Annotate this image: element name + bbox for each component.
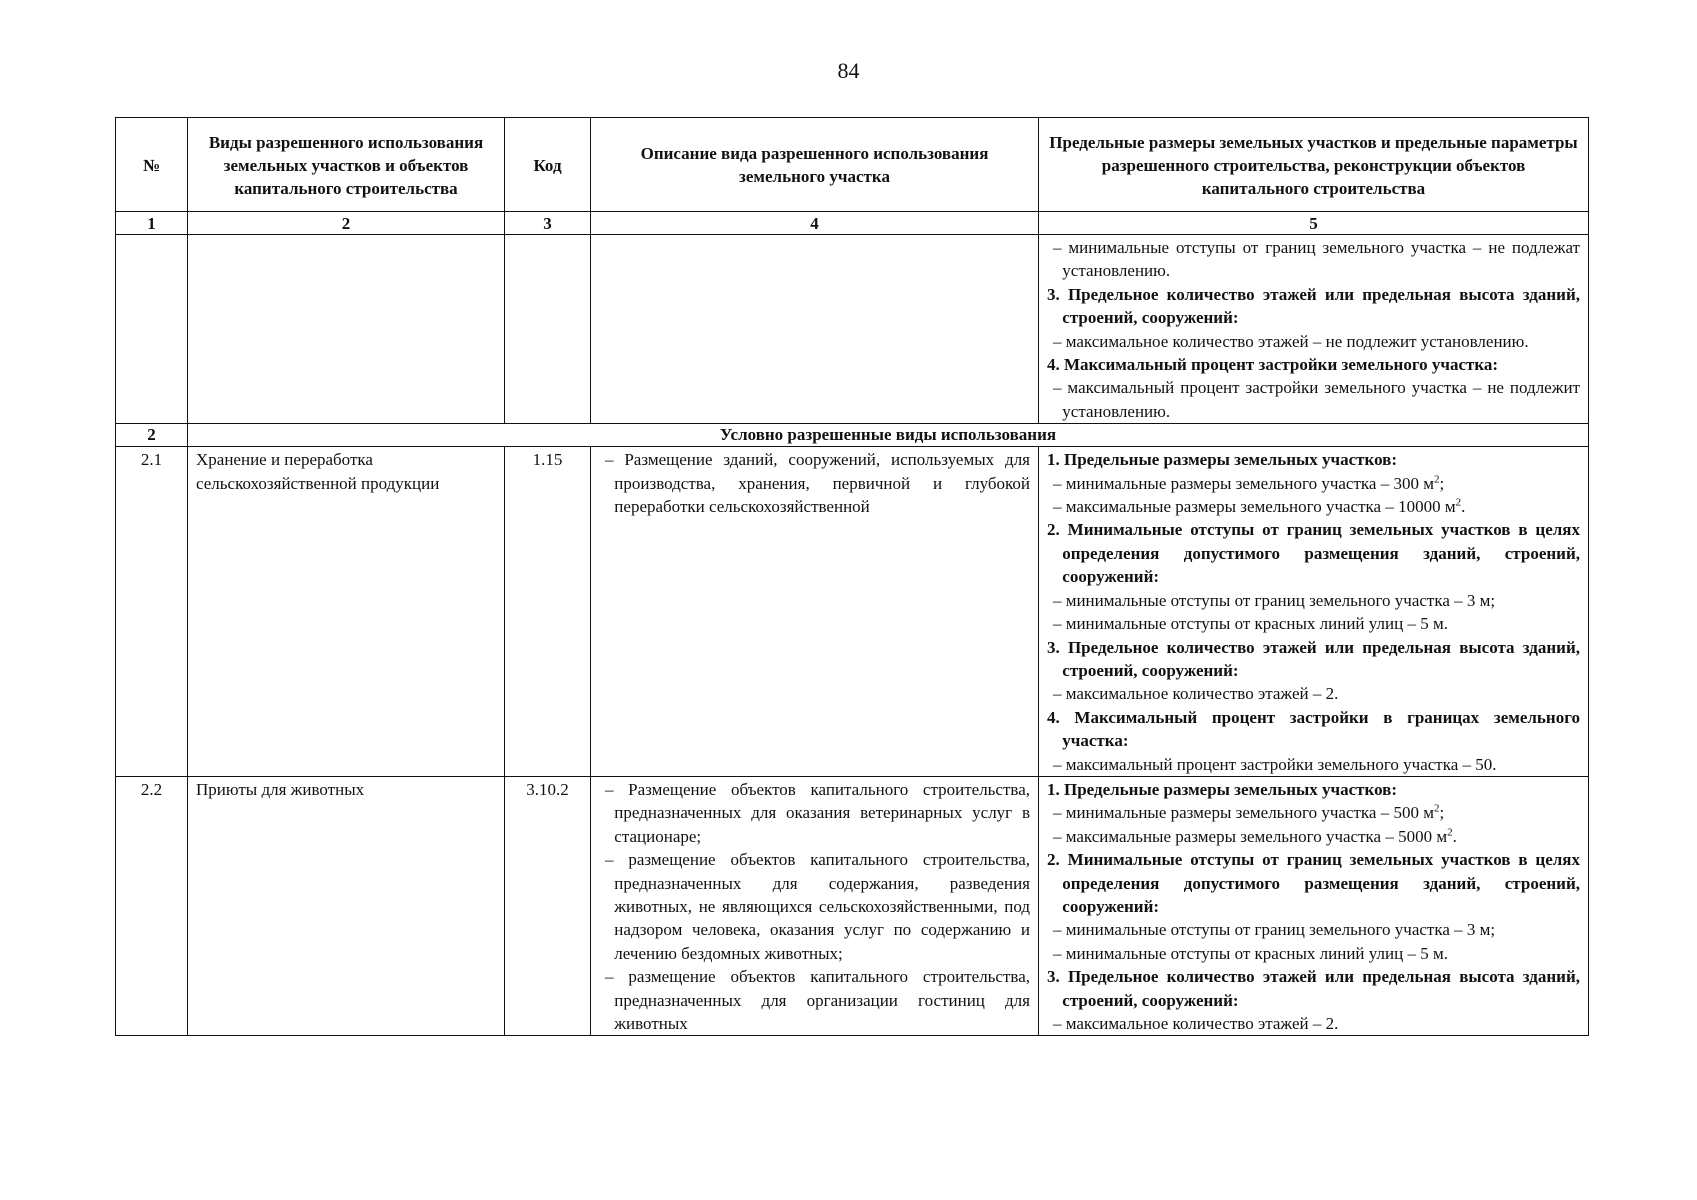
parameter-heading: 4. Максимальный процент застройки в границах земельного участка: xyxy=(1047,707,1580,751)
parameter-heading: 2. Минимальные отступы от границ земельных участков в целях определения допустимого размещения зданий, строений, сооружений: xyxy=(1047,850,1580,916)
column-number: 4 xyxy=(591,212,1039,235)
row-description xyxy=(591,776,1039,1035)
column-number: 1 xyxy=(116,212,188,235)
parameter-item: – максимальное количество этажей – 2. xyxy=(1052,684,1339,704)
header-number: № xyxy=(116,118,188,212)
continuation-params-cell xyxy=(1039,235,1589,424)
column-number: 3 xyxy=(505,212,591,235)
table-row xyxy=(116,776,1589,1035)
parameter-item: – минимальные размеры земельного участка – 300 $м^2$; xyxy=(1052,473,1445,493)
row-use-name: Приюты для животных xyxy=(188,776,505,1035)
description-item: – Размещение объектов капитального строительства, предназначенных для оказания ветеринарных услуг в стационаре; xyxy=(604,779,1030,846)
parameter-item: – минимальные размеры земельного участка – 500 $м^2$; xyxy=(1052,802,1445,823)
parameter-heading: 3. Предельное количество этажей или предельная высота зданий, строений, сооружений: xyxy=(1047,967,1580,1010)
parameter-heading: 3. Предельное количество этажей или предельная высота зданий, строений, сооружений: xyxy=(1047,637,1580,680)
continuation-description-cell xyxy=(591,235,1039,424)
section-row xyxy=(116,424,1589,447)
regulation-table xyxy=(115,117,1589,1036)
row-code: 3.10.2 xyxy=(505,776,591,1035)
table-header-row xyxy=(116,118,1589,212)
parameter-item: – максимальные размеры земельного участка – 5000 $м^2$. xyxy=(1052,826,1457,846)
header-code: Код xyxy=(505,118,591,212)
section-title: Условно разрешенные виды использования xyxy=(188,424,1589,447)
page-number: 84 xyxy=(837,58,860,83)
parameter-item: – максимальный процент застройки земельного участка – не подлежит установлению. xyxy=(1052,378,1580,421)
row-use-name: Хранение и переработка сельскохозяйственной продукции xyxy=(188,447,505,777)
parameter-heading: 1. Предельные размеры земельных участков: xyxy=(1047,779,1398,799)
column-number: 2 xyxy=(188,212,505,235)
continuation-code-cell xyxy=(505,235,591,424)
continuation-name-cell xyxy=(188,235,505,424)
header-parameters: Предельные размеры земельных участков и предельные параметры разрешенного строительства, реконструкции объектов капитального строительства xyxy=(1039,118,1589,212)
parameter-item: – максимальные размеры земельного участка – 10000 $м^2$. xyxy=(1052,496,1466,517)
parameter-item: – максимальный процент застройки земельного участка – 50. xyxy=(1052,754,1497,774)
continuation-row xyxy=(116,235,1589,424)
parameter-heading: 1. Предельные размеры земельных участков: xyxy=(1047,450,1398,470)
row-number: 2.1 xyxy=(116,447,188,777)
description-item: – размещение объектов капитального строительства, предназначенных для организации гостиниц для животных xyxy=(604,967,1030,1033)
parameter-item: – минимальные отступы от границ земельного участка – не подлежат установлению. xyxy=(1052,238,1580,281)
section-number: 2 xyxy=(116,424,188,447)
row-parameters xyxy=(1039,776,1589,1035)
parameter-item: – минимальные отступы от красных линий улиц – 5 м. xyxy=(1052,943,1448,963)
row-description xyxy=(591,447,1039,777)
parameter-heading: 4. Максимальный процент застройки земельного участка: xyxy=(1047,355,1499,375)
row-parameters xyxy=(1039,447,1589,777)
column-numbers-row xyxy=(116,212,1589,235)
parameter-heading: 3. Предельное количество этажей или предельная высота зданий, строений, сооружений: xyxy=(1047,284,1580,328)
table-row xyxy=(116,447,1589,777)
description-item: – Размещение зданий, сооружений, используемых для производства, хранения, первичной и глубокой переработки сельскохозяйственной xyxy=(604,450,1030,517)
row-code: 1.15 xyxy=(505,447,591,777)
parameter-item: – минимальные отступы от границ земельного участка – 3 м; xyxy=(1052,920,1496,940)
parameter-item: – минимальные отступы от красных линий улиц – 5 м. xyxy=(1052,614,1448,634)
parameter-item: – максимальное количество этажей – 2. xyxy=(1052,1014,1339,1033)
parameter-item: – минимальные отступы от границ земельного участка – 3 м; xyxy=(1052,590,1496,610)
row-number: 2.2 xyxy=(116,776,188,1035)
description-item: – размещение объектов капитального строительства, предназначенных для содержания, разведения животных, не являющихся сельскохозяйственными, под надзором человека, оказания услуг по содержанию и лечению бездомных животных; xyxy=(604,850,1030,963)
header-description: Описание вида разрешенного использования земельного участка xyxy=(591,118,1039,212)
header-use-types: Виды разрешенного использования земельных участков и объектов капитального строительства xyxy=(188,118,505,212)
column-number: 5 xyxy=(1039,212,1589,235)
parameter-heading: 2. Минимальные отступы от границ земельных участков в целях определения допустимого размещения зданий, строений, сооружений: xyxy=(1047,520,1580,587)
parameter-item: – максимальное количество этажей – не подлежит установлению. xyxy=(1052,331,1529,351)
continuation-number-cell xyxy=(116,235,188,424)
